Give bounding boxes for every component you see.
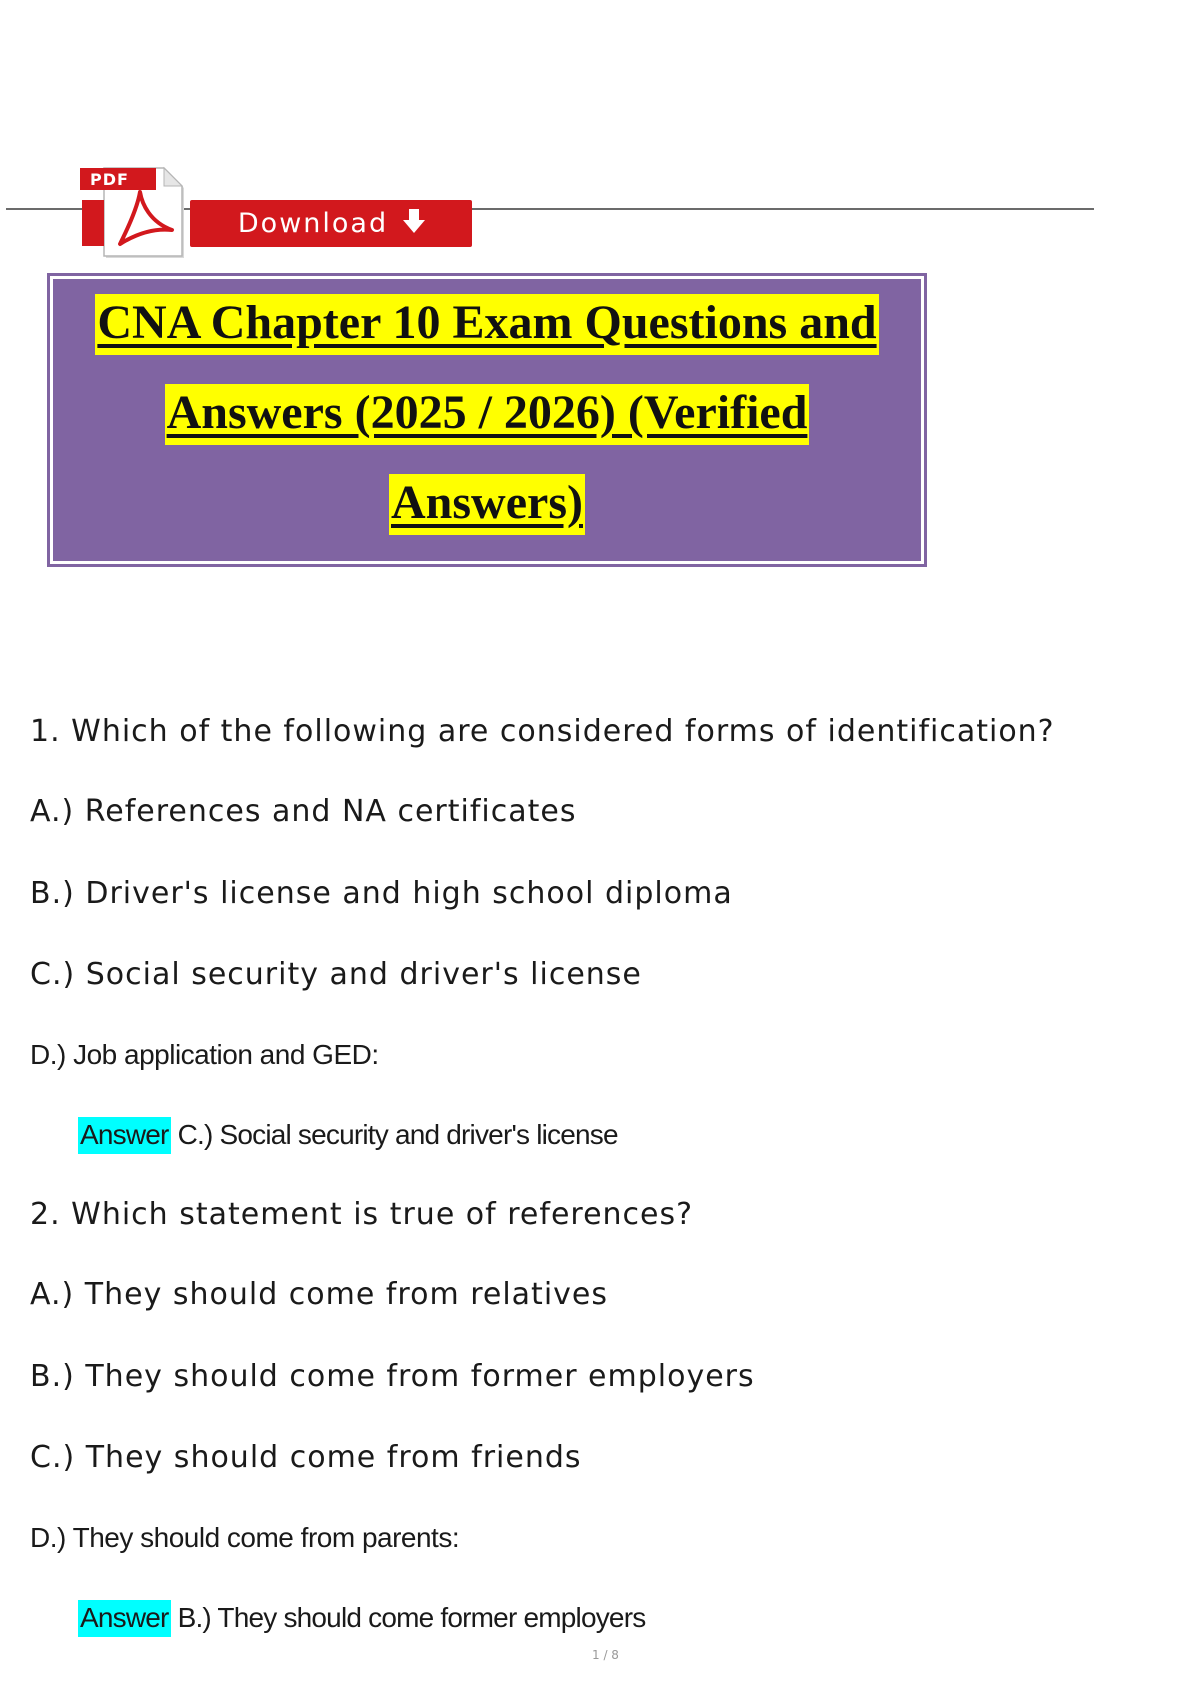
pdf-badge-label: PDF	[90, 170, 129, 189]
title-line-3	[53, 476, 921, 529]
question-1-text: 1. Which of the following are considered forms of identification?	[30, 714, 1055, 749]
title-line-1	[53, 296, 921, 349]
question-1-option-b: B.) Driver's license and high school diploma	[30, 876, 733, 911]
question-2-option-c: C.) They should come from friends	[30, 1440, 582, 1475]
question-1-option-d: D.) Job application and GED:	[30, 1039, 379, 1070]
question-1-answer	[78, 1119, 618, 1151]
title-line-2	[53, 386, 921, 439]
title-text-2: Answers (2025 / 2026) (Verified	[165, 384, 810, 445]
question-2-option-b: B.) They should come from former employers	[30, 1359, 755, 1394]
pdf-file-icon[interactable]	[80, 164, 192, 260]
question-2-option-a: A.) They should come from relatives	[30, 1277, 608, 1312]
question-2-text: 2. Which statement is true of references?	[30, 1197, 694, 1232]
question-2-answer	[78, 1602, 645, 1634]
title-text-3: Answers)	[389, 474, 585, 535]
question-1-option-a: A.) References and NA certificates	[30, 794, 577, 829]
title-text-1: CNA Chapter 10 Exam Questions and	[95, 294, 878, 355]
question-2-option-d: D.) They should come from parents:	[30, 1522, 460, 1553]
answer-highlight-tag: Answer	[78, 1600, 171, 1637]
answer-highlight-tag: Answer	[78, 1117, 171, 1154]
answer-text: B.) They should come former employers	[177, 1602, 646, 1633]
question-1-option-c: C.) Social security and driver's license	[30, 957, 642, 992]
download-label: Download	[237, 208, 389, 239]
document-title-box	[50, 276, 924, 564]
download-button[interactable]	[190, 200, 472, 247]
arrow-down-icon	[402, 207, 426, 240]
answer-text: C.) Social security and driver's license	[177, 1119, 618, 1150]
page-number: 1 / 8	[592, 1648, 619, 1662]
